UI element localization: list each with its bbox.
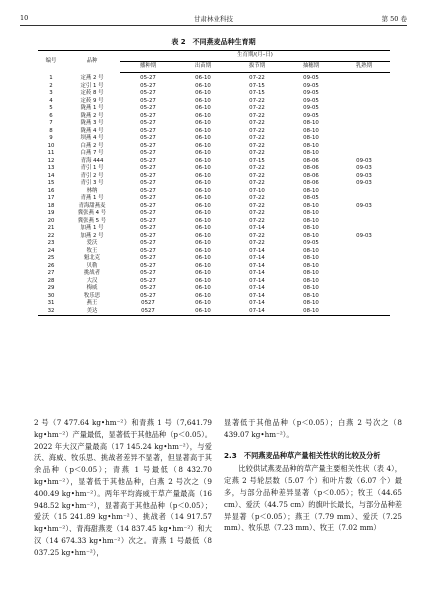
cell-date: 08-10 (303, 142, 319, 149)
cell-variety: 青海甜燕麦 (78, 202, 106, 209)
cell-number: 5 (49, 105, 53, 111)
cell-date: 07-14 (249, 262, 265, 269)
cell-variety: 定引 1 号 (80, 82, 104, 89)
cell-date: 06-10 (195, 285, 211, 291)
cell-date: 09-03 (356, 202, 372, 209)
cell-date: 09-03 (356, 172, 372, 179)
cell-number: 19 (47, 210, 55, 216)
cell-date: 09-05 (303, 75, 319, 81)
cell-date (338, 188, 390, 196)
cell-number: 23 (47, 240, 55, 246)
table-row (38, 203, 390, 211)
cell-number: 1 (49, 74, 53, 81)
cell-number: 10 (47, 142, 55, 149)
cell-date: 05-27 (140, 187, 156, 194)
cell-variety: 大汉 (86, 277, 98, 284)
cell-variety: 加燕 1 号 (80, 225, 104, 231)
table-row (38, 120, 390, 128)
cell-date: 07-22 (249, 217, 265, 224)
cell-number: 15 (47, 180, 55, 186)
cell-date: 05-27 (140, 142, 156, 149)
cell-variety: 定莜 9 号 (80, 97, 104, 104)
cell-date: 08-10 (303, 262, 319, 269)
cell-date: 05-27 (140, 225, 156, 231)
cell-number: 22 (47, 232, 55, 239)
cell-number: 29 (47, 285, 55, 291)
cell-date: 07-22 (249, 165, 265, 171)
cell-date: 06-10 (195, 270, 211, 276)
cell-date: 06-10 (195, 112, 211, 119)
table-row (38, 180, 390, 188)
cell-variety: 青燕 1 号 (80, 195, 104, 201)
cell-number: 20 (47, 217, 55, 224)
cell-date: 07-10 (249, 187, 265, 194)
cell-date (338, 308, 390, 316)
cell-date (338, 128, 390, 136)
table-row (38, 248, 390, 256)
cell-date: 09-03 (356, 232, 372, 239)
cell-date: 07-14 (249, 255, 265, 261)
cell-date: 07-22 (249, 112, 265, 119)
table-row (38, 240, 390, 248)
cell-variety: 青海 444 (80, 157, 104, 164)
cell-variety: 陇燕 4 号 (80, 127, 104, 134)
cell-number: 7 (49, 120, 53, 126)
cell-variety: 燕王 (86, 300, 98, 306)
header-rule (20, 25, 407, 26)
cell-date: 05-27 (140, 255, 156, 261)
cell-date: 07-22 (249, 75, 265, 81)
table-row (38, 225, 390, 233)
body-right-column (224, 417, 402, 534)
cell-number: 11 (47, 150, 55, 156)
cell-number: 17 (47, 195, 55, 201)
cell-variety: 梅威 (86, 285, 98, 291)
cell-date: 06-10 (195, 292, 211, 299)
table-row (38, 165, 390, 173)
cell-number: 30 (47, 292, 55, 299)
cell-number: 27 (47, 270, 55, 276)
cell-date: 07-14 (249, 270, 265, 276)
cell-date: 08-10 (284, 308, 338, 316)
cell-date: 06-10 (195, 75, 211, 81)
cell-date: 06-10 (176, 308, 230, 316)
section-heading: 2.3 不同燕麦品种草产量相关性状的比较及分析 (224, 450, 381, 460)
cell-date (338, 248, 390, 256)
cell-number: 9 (49, 135, 53, 141)
cell-date: 08-06 (303, 157, 319, 164)
cell-variety: 魁北克 (83, 255, 101, 261)
cell-variety: 青引 2 号 (80, 172, 104, 179)
cell-number: 8 (49, 127, 53, 134)
cell-number: 13 (47, 165, 55, 171)
cell-variety: 牧王 (86, 247, 98, 254)
col-header-jointing: 拔节期 (230, 62, 284, 73)
cell-date: 05-27 (140, 270, 156, 276)
table-row (38, 105, 390, 113)
cell-date: 06-10 (195, 180, 211, 186)
cell-date: 08-10 (303, 187, 319, 194)
cell-date: 05-27 (140, 90, 156, 96)
table-row (38, 143, 390, 151)
cell-date: 05-27 (140, 157, 156, 164)
body-paragraph: 2 号（7 477.64 kg•hm⁻²）和青燕 1 号（7,641.79 kg•hm⁻²）产量最低，显著低于其他品种（p＜0.05）。2022 年大汉产量最高（17 145.24 kg•hm⁻²），与爱沃、海威、牧乐思、挑战者差异不显著，但显著高于其余品种（p＜0.05）；青燕 1 号最低（8 432.70 kg•hm⁻²），显著低于其他品种，白燕 2 号次之（9 400.49 kg•hm⁻²）。两年平均海威干草产量最高（16 948.52 kg•hm⁻²），显著高于其他品种（p＜0.05）；爱沃（15 241.89 kg•hm⁻²）、挑战者（14 917.57 kg•hm⁻²）、青海甜燕麦（14 837.45 kg•hm⁻²）和大汉（14 674.33 kg•hm⁻²）次之。青燕 1 号最低（8 037.25 kg•hm⁻²）， (34, 418, 212, 557)
table-row (38, 135, 390, 143)
cell-date: 06-10 (195, 300, 211, 306)
cell-date: 06-10 (195, 232, 211, 239)
col-header-emergence: 出苗期 (176, 62, 230, 73)
cell-date: 05-27 (140, 120, 156, 126)
cell-date: 06-10 (195, 82, 211, 89)
cell-number: 21 (47, 225, 55, 231)
cell-date: 05-27 (140, 202, 156, 209)
cell-date: 09-05 (303, 112, 319, 119)
page-number: 10 (20, 14, 29, 22)
cell-date: 09-05 (303, 82, 319, 89)
cell-date: 07-15 (249, 82, 265, 89)
cell-date: 08-10 (303, 135, 319, 141)
table-row (38, 233, 390, 241)
cell-date: 07-22 (249, 210, 265, 216)
cell-date: 08-10 (303, 217, 319, 224)
col-header-milk: 乳熟期 (338, 62, 390, 73)
table-row (38, 270, 390, 278)
cell-date: 06-10 (195, 255, 211, 261)
cell-variety: 陇燕 3 号 (80, 120, 104, 126)
table-row (38, 98, 390, 106)
cell-date (338, 113, 390, 121)
cell-variety: 白燕 7 号 (80, 150, 104, 156)
cell-date: 06-10 (195, 142, 211, 149)
cell-date: 07-14 (249, 247, 265, 254)
cell-date (338, 285, 390, 293)
cell-date: 07-22 (249, 232, 265, 239)
col-header-variety: 品种 (64, 51, 120, 73)
table-row (38, 308, 390, 316)
cell-date: 08-10 (303, 150, 319, 156)
cell-date: 06-10 (195, 225, 211, 231)
cell-date: 07-22 (249, 202, 265, 209)
cell-date (338, 90, 390, 98)
cell-date: 07-14 (249, 285, 265, 291)
col-header-number: 编号 (38, 51, 64, 73)
cell-date: 06-10 (195, 202, 211, 209)
cell-date (338, 240, 390, 248)
cell-date: 09-05 (303, 240, 319, 246)
cell-date (338, 255, 390, 263)
cell-date: 08-10 (303, 247, 319, 254)
table-row (38, 188, 390, 196)
cell-date: 05-27 (140, 232, 156, 239)
cell-date (338, 210, 390, 218)
cell-variety: 陇燕 1 号 (80, 105, 104, 111)
cell-variety: 白燕 2 号 (80, 142, 104, 149)
table-row (38, 73, 390, 83)
cell-date: 07-14 (249, 292, 265, 299)
cell-date: 07-22 (249, 135, 265, 141)
cell-date: 07-22 (249, 142, 265, 149)
cell-date: 09-05 (303, 105, 319, 111)
cell-number: 6 (49, 112, 53, 119)
cell-date: 05-27 (140, 172, 156, 179)
cell-number: 32 (38, 308, 64, 316)
cell-date (338, 83, 390, 91)
table-row (38, 113, 390, 121)
cell-date: 08-06 (303, 180, 319, 186)
cell-date: 06-10 (195, 195, 211, 201)
cell-date (338, 225, 390, 233)
cell-date: 08-10 (303, 225, 319, 231)
table-row (38, 263, 390, 271)
cell-date: 08-06 (303, 165, 319, 171)
cell-number: 26 (47, 262, 55, 269)
cell-date: 05-27 (140, 127, 156, 134)
table-row (38, 218, 390, 226)
cell-date: 09-03 (356, 180, 372, 186)
table-row (38, 285, 390, 293)
cell-date: 06-10 (195, 150, 211, 156)
cell-number: 18 (47, 202, 55, 209)
cell-date: 05-27 (140, 180, 156, 186)
cell-date (338, 73, 390, 83)
cell-date (338, 270, 390, 278)
cell-date: 06-10 (195, 135, 211, 141)
cell-date: 08-10 (303, 210, 319, 216)
cell-date: 05-27 (140, 277, 156, 284)
cell-date: 06-10 (195, 240, 211, 246)
cell-date: 08-10 (303, 120, 319, 126)
cell-date: 05-27 (140, 75, 156, 81)
cell-date: 05-27 (140, 97, 156, 104)
table-row (38, 128, 390, 136)
table-row (38, 255, 390, 263)
cell-variety: 美达 (64, 308, 120, 316)
cell-date: 07-14 (249, 277, 265, 284)
cell-date (338, 105, 390, 113)
cell-variety: 加燕 2 号 (80, 232, 104, 239)
cell-date (338, 293, 390, 301)
cell-number: 3 (49, 90, 53, 96)
cell-date: 09-05 (303, 97, 319, 104)
cell-number: 2 (49, 82, 53, 89)
table-row (38, 158, 390, 166)
table-row (38, 293, 390, 301)
cell-date: 08-06 (303, 172, 319, 179)
cell-date (338, 98, 390, 106)
table-row (38, 173, 390, 181)
cell-date: 05-27 (140, 217, 156, 224)
cell-date: 08-10 (303, 127, 319, 134)
cell-date: 06-10 (195, 187, 211, 194)
cell-date: 08-10 (303, 202, 319, 209)
cell-date: 07-22 (249, 105, 265, 111)
cell-date: 05-27 (140, 135, 156, 141)
cell-number: 14 (47, 172, 55, 179)
cell-date: 07-22 (249, 172, 265, 179)
cell-date: 06-10 (195, 127, 211, 134)
cell-date: 05-27 (140, 105, 156, 111)
cell-date: 07-15 (249, 157, 265, 164)
cell-date: 07-14 (249, 225, 265, 231)
cell-date: 08-10 (303, 277, 319, 284)
cell-date (338, 263, 390, 271)
cell-date: 09-03 (356, 157, 372, 164)
cell-date: 05-27 (140, 292, 156, 299)
cell-variety: 定燕 2 号 (80, 74, 104, 81)
cell-date: 07-14 (230, 308, 284, 316)
col-header-heading: 抽穗期 (284, 62, 338, 73)
cell-date: 05-27 (140, 82, 156, 89)
cell-date (338, 150, 390, 158)
cell-variety: 牧乐思 (83, 292, 101, 299)
cell-variety: 爱沃 (86, 240, 98, 246)
cell-variety: 青引 1 号 (80, 165, 104, 171)
cell-date: 07-22 (249, 195, 265, 201)
cell-date (338, 195, 390, 203)
table-row (38, 278, 390, 286)
cell-date: 07-22 (249, 150, 265, 156)
cell-date: 06-10 (195, 157, 211, 164)
cell-date: 06-10 (195, 105, 211, 111)
table-row (38, 150, 390, 158)
cell-date: 05-27 (140, 247, 156, 254)
cell-date: 09-05 (303, 90, 319, 96)
cell-date: 09-03 (356, 165, 372, 171)
cell-date (338, 120, 390, 128)
cell-variety: 林纳 (86, 187, 98, 194)
cell-date: 05-27 (140, 195, 156, 201)
table-title: 表 2 不同燕麦品种生育期 (171, 38, 256, 46)
cell-date: 06-10 (195, 120, 211, 126)
cell-number: 25 (47, 255, 55, 261)
cell-date: 06-10 (195, 97, 211, 104)
cell-date: 06-10 (195, 217, 211, 224)
growth-stage-table (38, 50, 390, 316)
cell-date: 08-10 (303, 232, 319, 239)
cell-date: 08-05 (303, 195, 319, 201)
cell-date: 07-22 (249, 127, 265, 134)
cell-date: 05-27 (140, 165, 156, 171)
cell-date: 07-22 (249, 180, 265, 186)
cell-variety: 青引 3 号 (80, 180, 104, 186)
cell-variety: 挑战者 (83, 270, 101, 276)
col-header-sowing: 播种期 (120, 62, 176, 73)
cell-number: 4 (49, 97, 53, 104)
cell-variety: 冀张燕 5 号 (77, 217, 107, 224)
cell-date: 06-10 (195, 210, 211, 216)
cell-date: 06-10 (195, 172, 211, 179)
cell-variety: 坝燕 4 号 (80, 135, 104, 141)
cell-number: 12 (47, 157, 55, 164)
cell-date: 06-10 (195, 262, 211, 269)
cell-variety: 贝勒 (86, 262, 98, 269)
cell-date: 05-27 (140, 285, 156, 291)
cell-date: 08-10 (303, 300, 319, 306)
cell-date: 07-22 (249, 97, 265, 104)
cell-date: 07-22 (249, 240, 265, 246)
cell-date: 06-10 (195, 90, 211, 96)
cell-date (338, 300, 390, 308)
cell-date (338, 135, 390, 143)
cell-date: 0527 (120, 308, 176, 316)
table-row (38, 195, 390, 203)
cell-variety: 冀张燕 4 号 (77, 210, 107, 216)
cell-date: 07-14 (249, 300, 265, 306)
col-header-group: 生育期/(月–日) (120, 51, 390, 62)
volume-label: 第 50 卷 (381, 15, 407, 23)
cell-date: 06-10 (195, 277, 211, 284)
cell-date: 05-27 (140, 240, 156, 246)
cell-number: 28 (47, 277, 55, 284)
cell-date (338, 143, 390, 151)
journal-name: 甘肃林业科技 (194, 15, 233, 23)
cell-date: 06-10 (195, 165, 211, 171)
cell-date: 07-15 (249, 90, 265, 96)
body-paragraph: 显著低于其他品种（p＜0.05）；白燕 2 号次之（8 439.07 kg•hm⁻²）。 (224, 418, 402, 439)
cell-date: 08-10 (303, 270, 319, 276)
cell-number: 16 (47, 187, 55, 194)
cell-number: 31 (47, 300, 55, 306)
cell-date: 06-10 (195, 247, 211, 254)
cell-date: 0527 (141, 300, 155, 306)
cell-variety: 定莜 8 号 (80, 90, 104, 96)
body-left-column (34, 417, 212, 559)
cell-date: 08-10 (303, 255, 319, 261)
table-row (38, 90, 390, 98)
body-paragraph: 比较供试燕麦品种的草产量主要相关性状（表 4），定燕 2 号轮层数（5.07 个）和叶片数（6.07 个）最多，与部分品种差异显著（p＜0.05）；牧王（44.65 cm）、爱沃（44.75 cm）的旗叶长最长，与部分品种差异显著（p＜0.05）；燕王（7.79 mm）、爱沃（7.25 mm）、牧乐思（7.23 mm）、牧王（7.02 mm） (224, 464, 402, 533)
table-row (38, 210, 390, 218)
cell-date: 05-27 (140, 210, 156, 216)
cell-variety: 陇燕 2 号 (80, 112, 104, 119)
cell-date: 05-27 (140, 112, 156, 119)
table-row (38, 300, 390, 308)
cell-number: 24 (47, 247, 55, 254)
cell-date: 08-10 (303, 292, 319, 299)
cell-date: 07-22 (249, 120, 265, 126)
cell-date (338, 278, 390, 286)
cell-date: 08-10 (303, 285, 319, 291)
cell-date: 05-27 (140, 150, 156, 156)
cell-date (338, 218, 390, 226)
table-row (38, 83, 390, 91)
cell-date: 05-27 (140, 262, 156, 269)
